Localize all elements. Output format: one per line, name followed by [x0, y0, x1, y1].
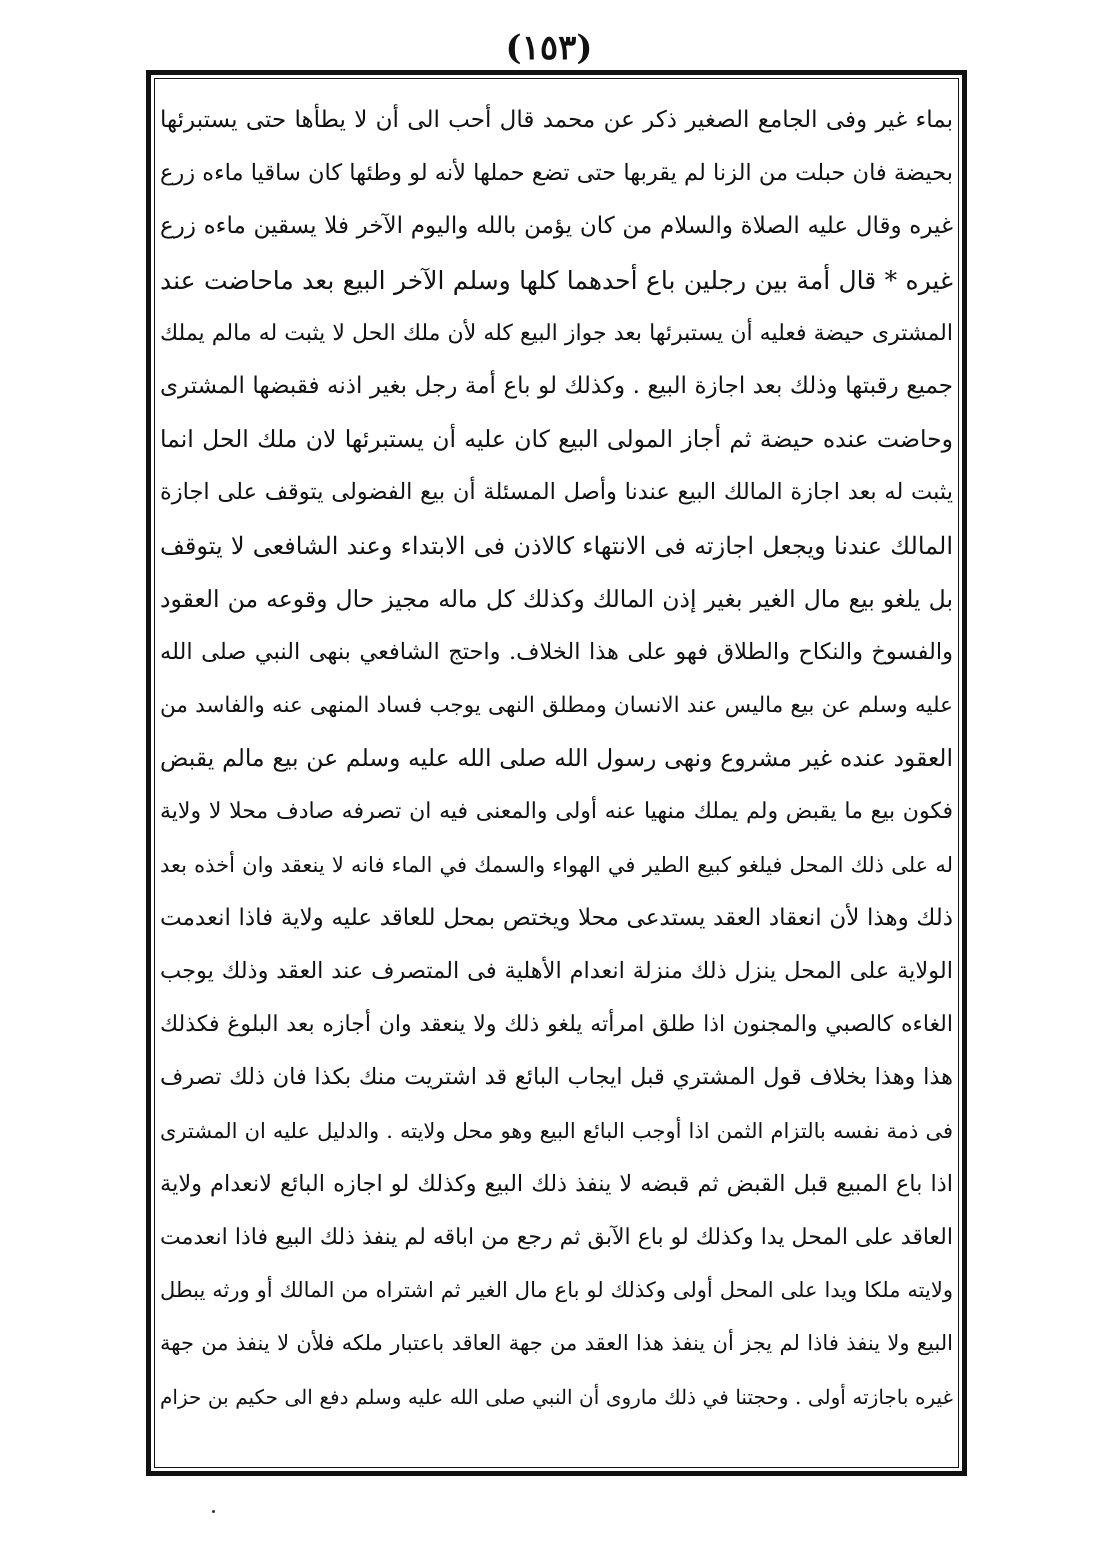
text-line-19: هذا وهذا بخلاف قول المشتري قبل ايجاب البائع قد اشتريت منك بكذا فان ذلك تصرف [160, 1064, 953, 1091]
text-line-20: فى ذمة نفسه بالتزام الثمن اذا أوجب البائع البيع وهو محل ولايته . والدليل عليه ان المشترى [160, 1118, 953, 1143]
text-line-23: ولايته ملكا ويدا على المحل أولى وكذلك لو باع مال الغير ثم اشتراه من المالك أو ورثه يبطل [160, 1278, 953, 1303]
text-line-25: غيره باجازته أولى . وحجتنا في ذلك ماروى أن النبي صلى الله عليه وسلم دفع الى حكيم بن حزام [160, 1384, 953, 1409]
text-line-24: البيع ولا ينفذ فاذا لم يجز أن ينفذ هذا العقد من جهة العاقد باعتبار ملكه فلأن لا ينفذ من جهة [160, 1331, 953, 1356]
text-line-16: ذلك وهذا لأن انعقاد العقد يستدعى محلا ويختص بمحل للعاقد عليه ولاية فاذا انعدمت [160, 904, 953, 931]
body-text [160, 94, 953, 1424]
text-line-6: جميع رقبتها وذلك بعد اجازة البيع . وكذلك لو باع أمة رجل بغير اذنه فقبضها المشترى [160, 372, 953, 399]
text-line-13: العقود عنده غير مشروع ونهى رسول الله صلى الله عليه وسلم عن بيع مالم يقبض [160, 744, 953, 773]
page-number: (١٥٣) [505, 28, 593, 68]
text-line-18: الغاءه كالصبي والمجنون اذا طلق امرأته يلغو ذلك ولا ينعقد وان أجازه بعد البلوغ فكذلك [160, 1012, 953, 1038]
text-line-10: بل يلغو بيع مال الغير بغير إذن المالك وكذلك كل ماله مجيز حال وقوعه من العقود [160, 584, 953, 613]
text-line-12: عليه وسلم عن بيع ماليس عند الانسان ومطلق النهى يوجب فساد المنهى عنه والفاسد من [160, 693, 953, 719]
text-line-8: يثبت له بعد اجازة المالك البيع عندنا وأصل المسئلة أن بيع الفضولى يتوقف على اجازة [160, 479, 953, 506]
text-line-22: العاقد على المحل يدا وكذلك لو باع الآبق ثم رجع من اباقه لم ينفذ ذلك البيع فاذا انعدمت [160, 1224, 953, 1250]
text-line-21: اذا باع المبيع قبل القبض ثم قبضه لا ينفذ ذلك البيع وكذلك لو اجازه البائع لانعدام ولاية [160, 1170, 953, 1197]
scan-speck [212, 1510, 215, 1513]
text-line-2: بحيضة فان حبلت من الزنا لم يقربها حتى تضع حملها لأنه لو وطئها كان ساقيا ماءه زرع [160, 160, 953, 187]
text-line-17: الولاية على المحل ينزل ذلك منزلة انعدام الأهلية فى المتصرف عند العقد وذلك يوجب [160, 958, 953, 984]
text-line-9: المالك عندنا ويجعل اجازته فى الانتهاء كالاذن فى الابتداء وعند الشافعى لا يتوقف [160, 531, 953, 560]
text-line-11: والفسوخ والنكاح والطلاق فهو على هذا الخلاف. واحتج الشافعي بنهى النبي صلى الله [160, 638, 953, 665]
text-line-5: المشترى حيضة فعليه أن يستبرئها بعد جواز البيع كله لأن ملك الحل لا يثبت له مالم يملك [160, 320, 953, 346]
text-line-4: غيره * قال أمة بين رجلين باع أحدهما كلها وسلم الآخر البيع بعد ماحاضت عند [160, 265, 953, 295]
text-line-3: غيره وقال عليه الصلاة والسلام من كان يؤمن بالله واليوم الآخر فلا يسقين ماءه زرع [160, 213, 953, 240]
text-line-14: فكون بيع ما يقبض ولم يملك منهيا عنه أولى والمعنى فيه ان تصرفه صادف محلا لا ولاية [160, 799, 953, 825]
text-line-15: له على ذلك المحل فيلغو كبيع الطير في الهواء والسمك في الماء فانه لا ينعقد وان أخذه بعد [160, 852, 953, 877]
text-line-1: بماء غير وفى الجامع الصغير ذكر عن محمد قال أحب الى أن لا يطأها حتى يستبرئها [160, 107, 953, 133]
text-line-7: وحاضت عنده حيضة ثم أجاز المولى البيع كان عليه أن يستبرئها لان ملك الحل انما [160, 425, 953, 454]
